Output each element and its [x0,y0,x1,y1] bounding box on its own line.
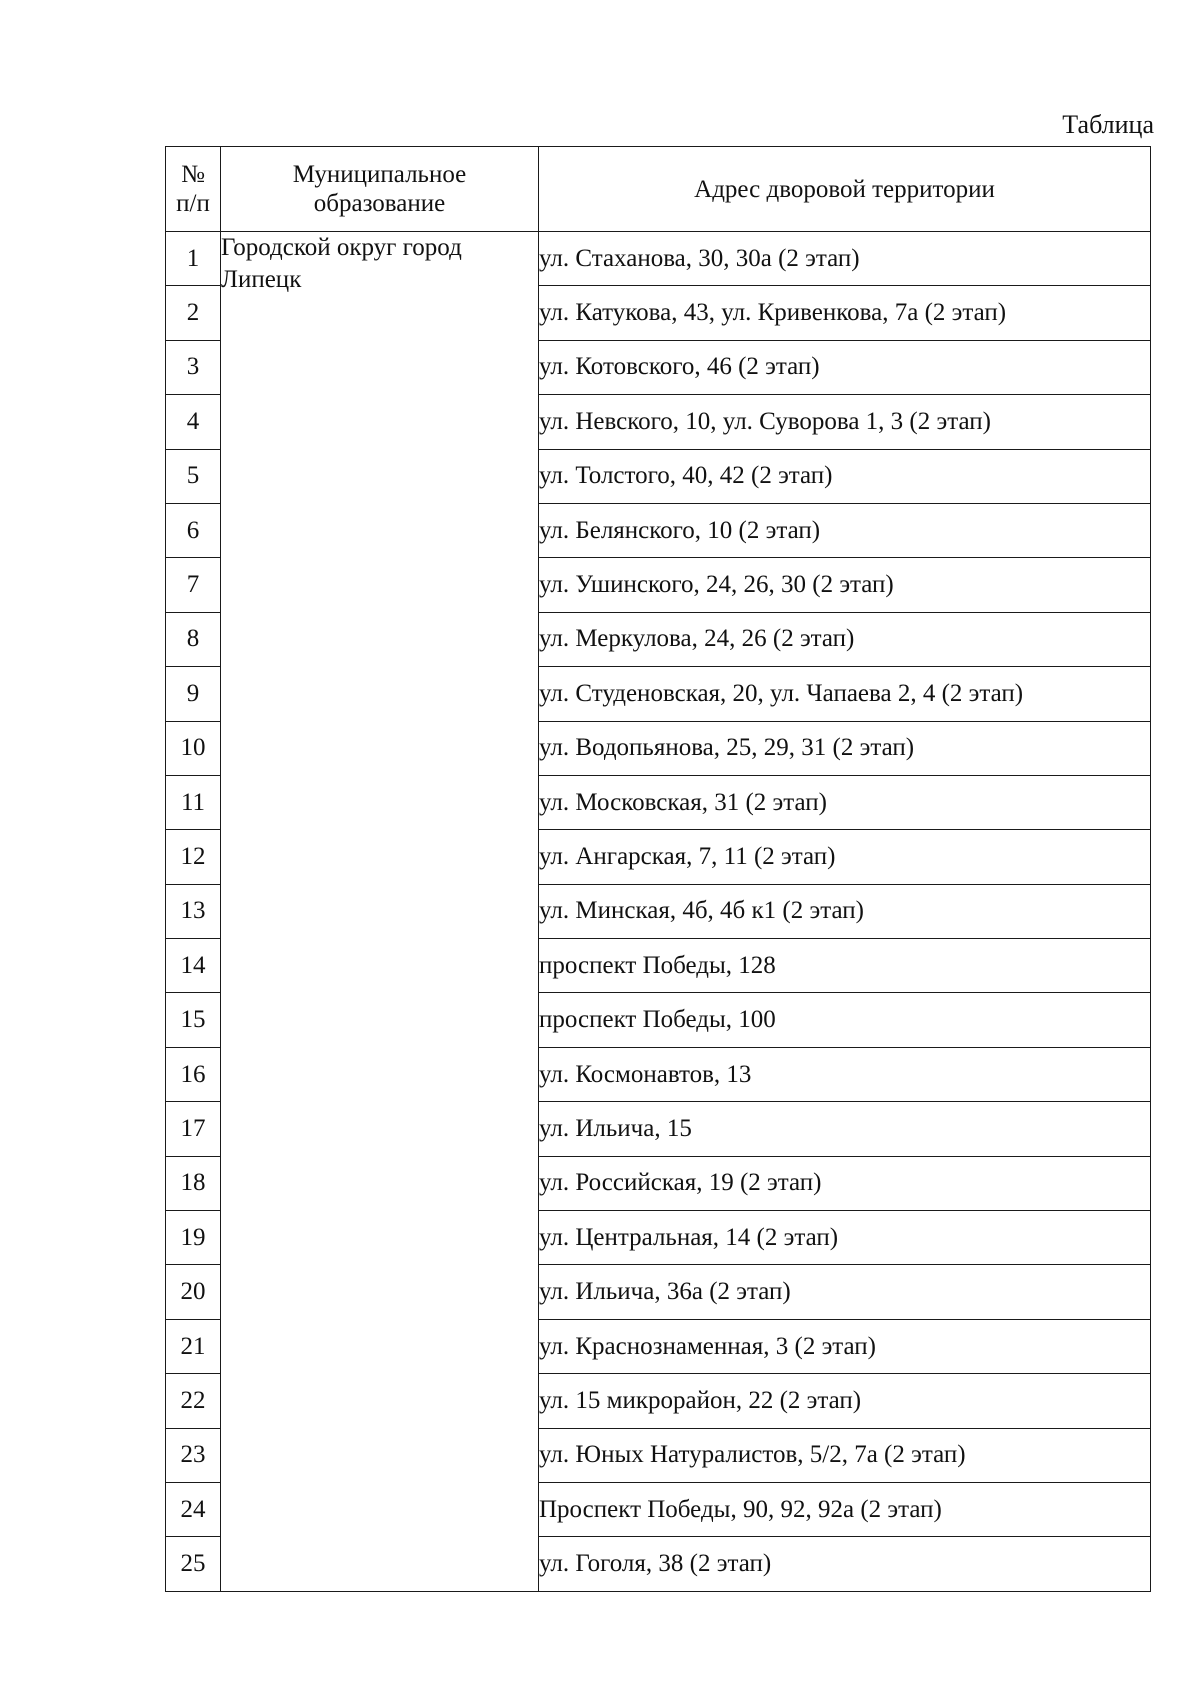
row-number: 10 [166,721,221,775]
table-row [166,232,1151,286]
row-number: 15 [166,993,221,1047]
row-address: ул. Невского, 10, ул. Суворова 1, 3 (2 этап) [539,395,1151,449]
row-address: ул. Котовского, 46 (2 этап) [539,340,1151,394]
row-address: ул. Гоголя, 38 (2 этап) [539,1537,1151,1591]
row-address: ул. Катукова, 43, ул. Кривенкова, 7а (2 этап) [539,286,1151,340]
row-address: ул. Космонавтов, 13 [539,1047,1151,1101]
row-address: ул. Стаханова, 30, 30а (2 этап) [539,232,1151,286]
row-number: 4 [166,395,221,449]
row-address: ул. Ильича, 36а (2 этап) [539,1265,1151,1319]
row-number: 23 [166,1428,221,1482]
row-address: ул. Белянского, 10 (2 этап) [539,503,1151,557]
header-address: Адрес дворовой территории [539,147,1151,232]
row-number: 18 [166,1156,221,1210]
row-number: 7 [166,558,221,612]
row-address: ул. Толстого, 40, 42 (2 этап) [539,449,1151,503]
row-address: проспект Победы, 128 [539,939,1151,993]
header-number-abbrev: п/п [176,190,210,217]
row-address: ул. Минская, 4б, 4б к1 (2 этап) [539,884,1151,938]
header-number [166,147,221,232]
row-address: ул. Ангарская, 7, 11 (2 этап) [539,830,1151,884]
municipality-cell: Городской округ город Липецк [221,232,539,1592]
row-address: Проспект Победы, 90, 92, 92а (2 этап) [539,1482,1151,1536]
row-number: 25 [166,1537,221,1591]
row-number: 9 [166,667,221,721]
row-number: 17 [166,1102,221,1156]
row-number: 3 [166,340,221,394]
header-municipality-line2: образование [313,190,446,217]
header-municipality-line1: Муниципальное [292,161,467,188]
row-address: ул. Водопьянова, 25, 29, 31 (2 этап) [539,721,1151,775]
row-number: 6 [166,503,221,557]
table-header-row [166,147,1151,232]
row-address: проспект Победы, 100 [539,993,1151,1047]
header-number-symbol: № [181,161,205,188]
row-address: ул. Студеновская, 20, ул. Чапаева 2, 4 (2 этап) [539,667,1151,721]
row-address: ул. Центральная, 14 (2 этап) [539,1211,1151,1265]
row-number: 14 [166,939,221,993]
row-number: 21 [166,1319,221,1373]
row-address: ул. Российская, 19 (2 этап) [539,1156,1151,1210]
row-address: ул. Московская, 31 (2 этап) [539,775,1151,829]
row-number: 22 [166,1374,221,1428]
row-address: ул. Юных Натуралистов, 5/2, 7а (2 этап) [539,1428,1151,1482]
row-number: 11 [166,775,221,829]
row-number: 19 [166,1211,221,1265]
row-address: ул. Ушинского, 24, 26, 30 (2 этап) [539,558,1151,612]
row-number: 2 [166,286,221,340]
table-body [166,232,1151,1592]
table-caption: Таблица [1062,110,1154,139]
row-number: 13 [166,884,221,938]
row-address: ул. Краснознаменная, 3 (2 этап) [539,1319,1151,1373]
row-address: ул. 15 микрорайон, 22 (2 этап) [539,1374,1151,1428]
header-municipality [221,147,539,232]
row-number: 20 [166,1265,221,1319]
address-table [165,146,1151,1592]
row-number: 1 [166,232,221,286]
row-address: ул. Ильича, 15 [539,1102,1151,1156]
row-address: ул. Меркулова, 24, 26 (2 этап) [539,612,1151,666]
row-number: 24 [166,1482,221,1536]
row-number: 12 [166,830,221,884]
row-number: 8 [166,612,221,666]
row-number: 16 [166,1047,221,1101]
row-number: 5 [166,449,221,503]
